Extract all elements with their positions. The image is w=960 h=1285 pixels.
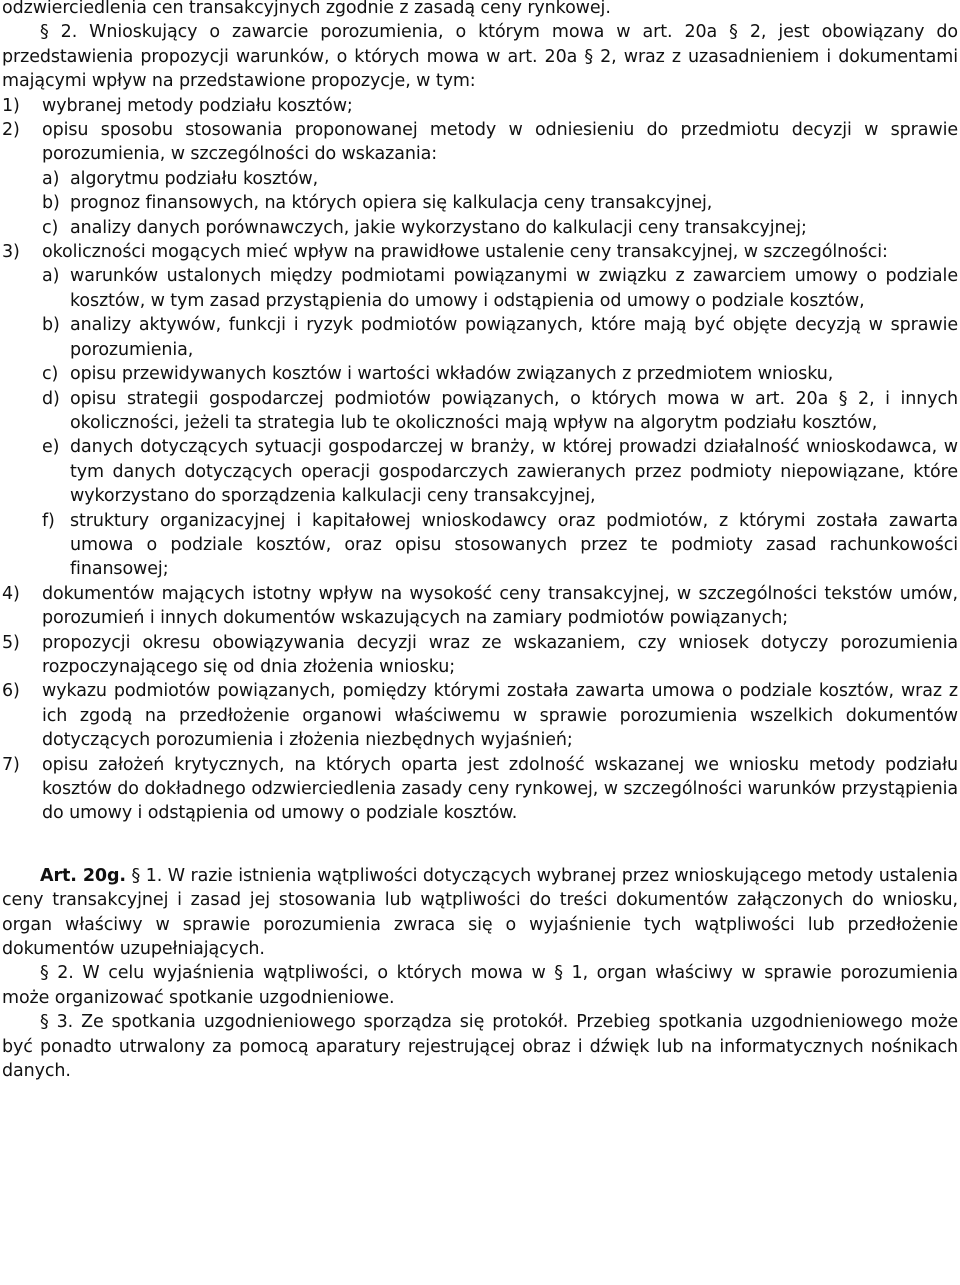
sub-item	[42, 264, 958, 313]
list-item	[2, 94, 958, 118]
sub-letter: a)	[42, 266, 60, 287]
item-number: 7)	[2, 754, 20, 775]
sub-item	[42, 191, 958, 215]
sub-text: warunków ustalonych między podmiotami powiązanymi w związku z zawarciem umowy o podziale kosztów, w tym zasad przystąpienia do umowy i odstąpienia od umowy o podziale kosztów,	[70, 266, 958, 311]
article-20g-section-3: § 3. Ze spotkania uzgodnieniowego sporządza się protokół. Przebieg spotkania uzgodnieniowego może być ponadto utrwalony za pomocą aparatury rejestrującej obraz i dźwięk lub na informatycznych nośnikach danych.	[2, 1012, 958, 1082]
sub-item	[42, 362, 958, 386]
sub-item	[42, 313, 958, 362]
sub-text: struktury organizacyjnej i kapitałowej wnioskodawcy oraz podmiotów, z którymi została zawarta umowa o podziale kosztów, oraz opisu stosowanych przez te podmioty zasad rachunkowości finansowej;	[70, 510, 958, 580]
sub-letter: d)	[42, 388, 60, 409]
sub-text: prognoz finansowych, na których opiera się kalkulacja ceny transakcyjnej,	[70, 193, 713, 214]
item-number: 2)	[2, 120, 20, 141]
list-item	[2, 631, 958, 680]
sub-letter: f)	[42, 510, 55, 531]
sub-item	[42, 435, 958, 508]
item-text: wykazu podmiotów powiązanych, pomiędzy którymi została zawarta umowa o podziale kosztów, wraz z ich zgodą na przedłożenie organowi właściwemu w sprawie porozumienia wszelkich dokumentów dotyczących porozumienia i złożenia niezbędnych wyjaśnień;	[42, 681, 958, 751]
sub-text: danych dotyczących sytuacji gospodarczej w branży, w której prowadzi działalność wnioskodawca, w tym danych dotyczących operacji gospodarczych zawieranych przez podmioty niepowiązane, które wykorzystano do sporządzenia kalkulacji ceny transakcyjnej,	[70, 437, 958, 507]
article-20g-section-2: § 2. W celu wyjaśnienia wątpliwości, o których mowa w § 1, organ właściwy w sprawie porozumienia może organizować spotkanie uzgodnieniowe.	[2, 963, 958, 1008]
list-item	[2, 582, 958, 631]
sub-letter: a)	[42, 168, 60, 189]
item-number: 4)	[2, 583, 20, 604]
item-text: wybranej metody podziału kosztów;	[42, 95, 353, 116]
spacer	[2, 826, 958, 864]
article-20g-section-1	[2, 864, 958, 962]
sub-item	[42, 387, 958, 436]
item-number: 6)	[2, 681, 20, 702]
list-item	[2, 240, 958, 264]
article-label: Art. 20g.	[40, 865, 126, 886]
sub-letter: c)	[42, 217, 59, 238]
sub-text: analizy aktywów, funkcji i ryzyk podmiotów powiązanych, które mają być objęte decyzją w sprawie porozumienia,	[70, 315, 958, 360]
sub-item	[42, 216, 958, 240]
item-number: 3)	[2, 242, 20, 263]
sub-text: opisu strategii gospodarczej podmiotów powiązanych, o których mowa w art. 20a § 2, i innych okoliczności, jeżeli ta strategia lub te okoliczności mają wpływ na algorytm podziału kosztów,	[70, 388, 958, 433]
sub-letter: c)	[42, 364, 59, 385]
list-item	[2, 679, 958, 752]
sub-item	[42, 509, 958, 582]
item-text: opisu założeń krytycznych, na których oparta jest zdolność wskazanej we wniosku metody podziału kosztów do dokładnego odzwierciedlenia zasady ceny rynkowej, w szczególności warunków przystąpienia do umowy i odstąpienia od umowy o podziale kosztów.	[42, 754, 958, 824]
sub-letter: b)	[42, 193, 60, 214]
paragraph-section-2: § 2. Wnioskujący o zawarcie porozumienia, o którym mowa w art. 20a § 2, jest obowiązany do przedstawienia propozycji warunków, o których mowa w art. 20a § 2, wraz z uzasadnieniem i dokumentami mającymi wpływ na przedstawione propozycje, w tym:	[2, 22, 958, 92]
item-text: opisu sposobu stosowania proponowanej metody w odniesieniu do przedmiotu decyzji w sprawie porozumienia, w szczególności do wskazania:	[42, 120, 958, 165]
list-item	[2, 753, 958, 826]
item-text: dokumentów mających istotny wpływ na wysokość ceny transakcyjnej, w szczególności tekstów umów, porozumień i innych dokumentów wskazujących na zamiary podmiotów powiązanych;	[42, 583, 958, 629]
item-number: 1)	[2, 95, 20, 116]
sub-item	[42, 167, 958, 191]
sub-letter: b)	[42, 315, 60, 336]
item-text: okoliczności mogących mieć wpływ na prawidłowe ustalenie ceny transakcyjnej, w szczególności:	[42, 242, 888, 263]
sub-text: algorytmu podziału kosztów,	[70, 168, 319, 189]
article-text: § 1. W razie istnienia wątpliwości dotyczących wybranej przez wnioskującego metody ustalenia ceny transakcyjnej i zasad jej stosowania lub wątpliwości do treści dokumentów załączonych do wniosku, organ właściwy w sprawie porozumienia zwraca się o wyjaśnienie tych wątpliwości lub przedłożenie dokumentów uzupełniających.	[2, 865, 958, 960]
sub-text: opisu przewidywanych kosztów i wartości wkładów związanych z przedmiotem wniosku,	[70, 364, 834, 385]
sub-text: analizy danych porównawczych, jakie wykorzystano do kalkulacji ceny transakcyjnej;	[70, 217, 807, 238]
list-item	[2, 118, 958, 167]
paragraph-continuation: odzwierciedlenia cen transakcyjnych zgodnie z zasadą ceny rynkowej.	[2, 0, 611, 18]
item-text: propozycji okresu obowiązywania decyzji wraz ze wskazaniem, czy wniosek dotyczy porozumienia rozpoczynającego się od dnia złożenia wniosku;	[42, 632, 958, 677]
sub-letter: e)	[42, 437, 60, 458]
item-number: 5)	[2, 632, 20, 653]
